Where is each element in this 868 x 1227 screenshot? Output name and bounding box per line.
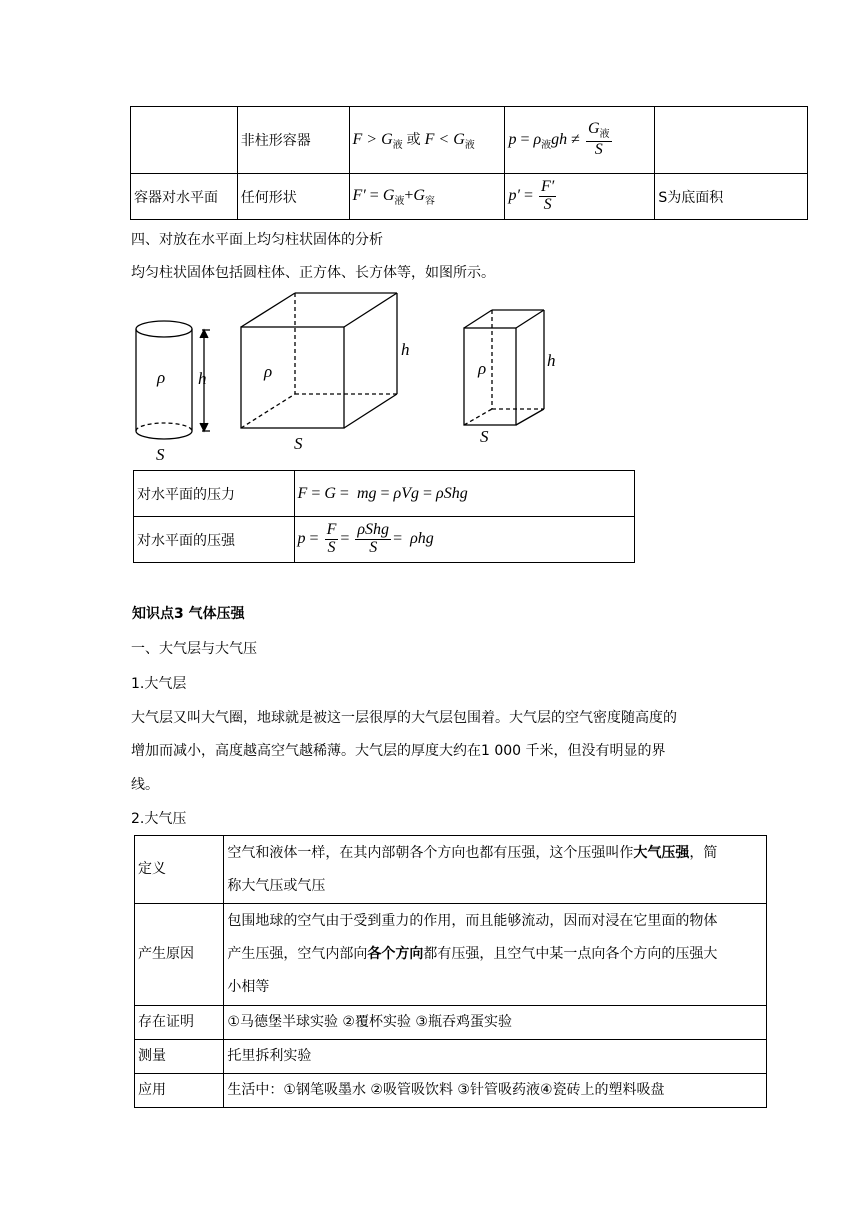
table-cell: S为底面积 <box>655 174 808 220</box>
height-label: h <box>547 351 556 370</box>
table-row <box>135 1006 767 1040</box>
density-label: ρ <box>157 368 166 387</box>
density-label: ρ <box>264 362 273 381</box>
solid-pressure-table <box>133 470 635 563</box>
table-row <box>135 1074 767 1108</box>
table-cell: 测量 <box>135 1040 224 1074</box>
paragraph-line: 增加而减小，高度越高空气越稀薄。大气层的厚度大约在1 000 千米，但没有明显的界 <box>131 743 666 759</box>
solids-figure <box>120 285 580 465</box>
table-cell <box>655 107 808 174</box>
cuboid-shape <box>464 310 544 425</box>
table-cell: 定义 <box>135 836 224 904</box>
height-label: h <box>401 340 410 359</box>
paragraph-line: 大气层又叫大气圈，地球就是被这一层很厚的大气层包围着。大气层的空气密度随高度的 <box>131 710 677 726</box>
pressure-on-surface-formula: p′ = $\frac{F'}{S}$ <box>508 178 555 213</box>
cube-shape <box>241 293 397 428</box>
table-row <box>134 517 635 563</box>
table-cell: 对水平面的压强 <box>134 517 295 563</box>
area-label: S <box>294 434 303 453</box>
table-cell: 非柱形容器 <box>237 107 349 174</box>
table-cell: 托里拆利实验 <box>224 1040 767 1074</box>
table-cell <box>349 174 505 220</box>
table-cell: 包围地球的空气由于受到重力的作用，而且能够流动，因而对浸在它里面的物体 产生压强，空气内部向各个方向都有压强，且空气中某一点向各个方向的压强大 小相等 <box>224 904 767 1006</box>
section-heading: 四、对放在水平面上均匀柱状固体的分析 <box>131 232 383 248</box>
area-label: S <box>480 427 489 446</box>
item-heading: 1.大气层 <box>131 676 187 692</box>
table-cell <box>505 107 655 174</box>
table-cell: 存在证明 <box>135 1006 224 1040</box>
table-row <box>135 1040 767 1074</box>
pressure-formula: p = $\frac{F}{S}$ = $\frac{\text{ρShg}}{S}$ = ρhg <box>297 521 434 556</box>
table-cell: 对水平面的压力 <box>134 471 295 517</box>
table-cell: 容器对水平面 <box>131 174 238 220</box>
knowledge-point-title: 知识点3 气体压强 <box>132 606 245 622</box>
table-cell <box>349 107 505 174</box>
table-cell <box>505 174 655 220</box>
table-row <box>135 836 767 904</box>
pressure-formula-table <box>130 106 808 220</box>
table-cell: 应用 <box>135 1074 224 1108</box>
table-cell: 空气和液体一样，在其内部朝各个方向也都有压强，这个压强叫作大气压强，简 称大气压或气压 <box>224 836 767 904</box>
density-label: ρ <box>478 359 487 378</box>
force-relation-formula: $F > G_液$ 或 $F < G_液$ <box>352 131 475 151</box>
table-cell <box>294 471 634 517</box>
paragraph-line: 线。 <box>131 777 159 793</box>
table-row <box>131 174 808 220</box>
height-label: h <box>198 369 207 388</box>
table-cell <box>131 107 238 174</box>
table-cell: ①马德堡半球实验 ②覆杯实验 ③瓶吞鸡蛋实验 <box>224 1006 767 1040</box>
table-row <box>135 904 767 1006</box>
item-heading: 2.大气压 <box>131 811 187 827</box>
subsection-heading: 一、大气层与大气压 <box>131 641 257 657</box>
table-cell: 任何形状 <box>237 174 349 220</box>
table-cell: 生活中：①钢笔吸墨水 ②吸管吸饮料 ③针管吸药液④瓷砖上的塑料吸盘 <box>224 1074 767 1108</box>
table-row <box>134 471 635 517</box>
table-cell: 产生原因 <box>135 904 224 1006</box>
atmospheric-pressure-table <box>134 835 767 1108</box>
table-row <box>131 107 808 174</box>
force-on-surface-formula: $F' = G_液+G_容$ <box>352 186 435 207</box>
force-formula: F = G = mg = ρVg = ρShg <box>297 484 468 502</box>
pressure-formula-noncolumn: $p = \rho_液gh$ ≠ $\frac{G_液}{S}$ <box>508 120 610 158</box>
area-label: S <box>156 445 165 464</box>
table-cell <box>294 517 634 563</box>
section-intro: 均匀柱状固体包括圆柱体、正方体、长方体等，如图所示。 <box>131 265 495 281</box>
